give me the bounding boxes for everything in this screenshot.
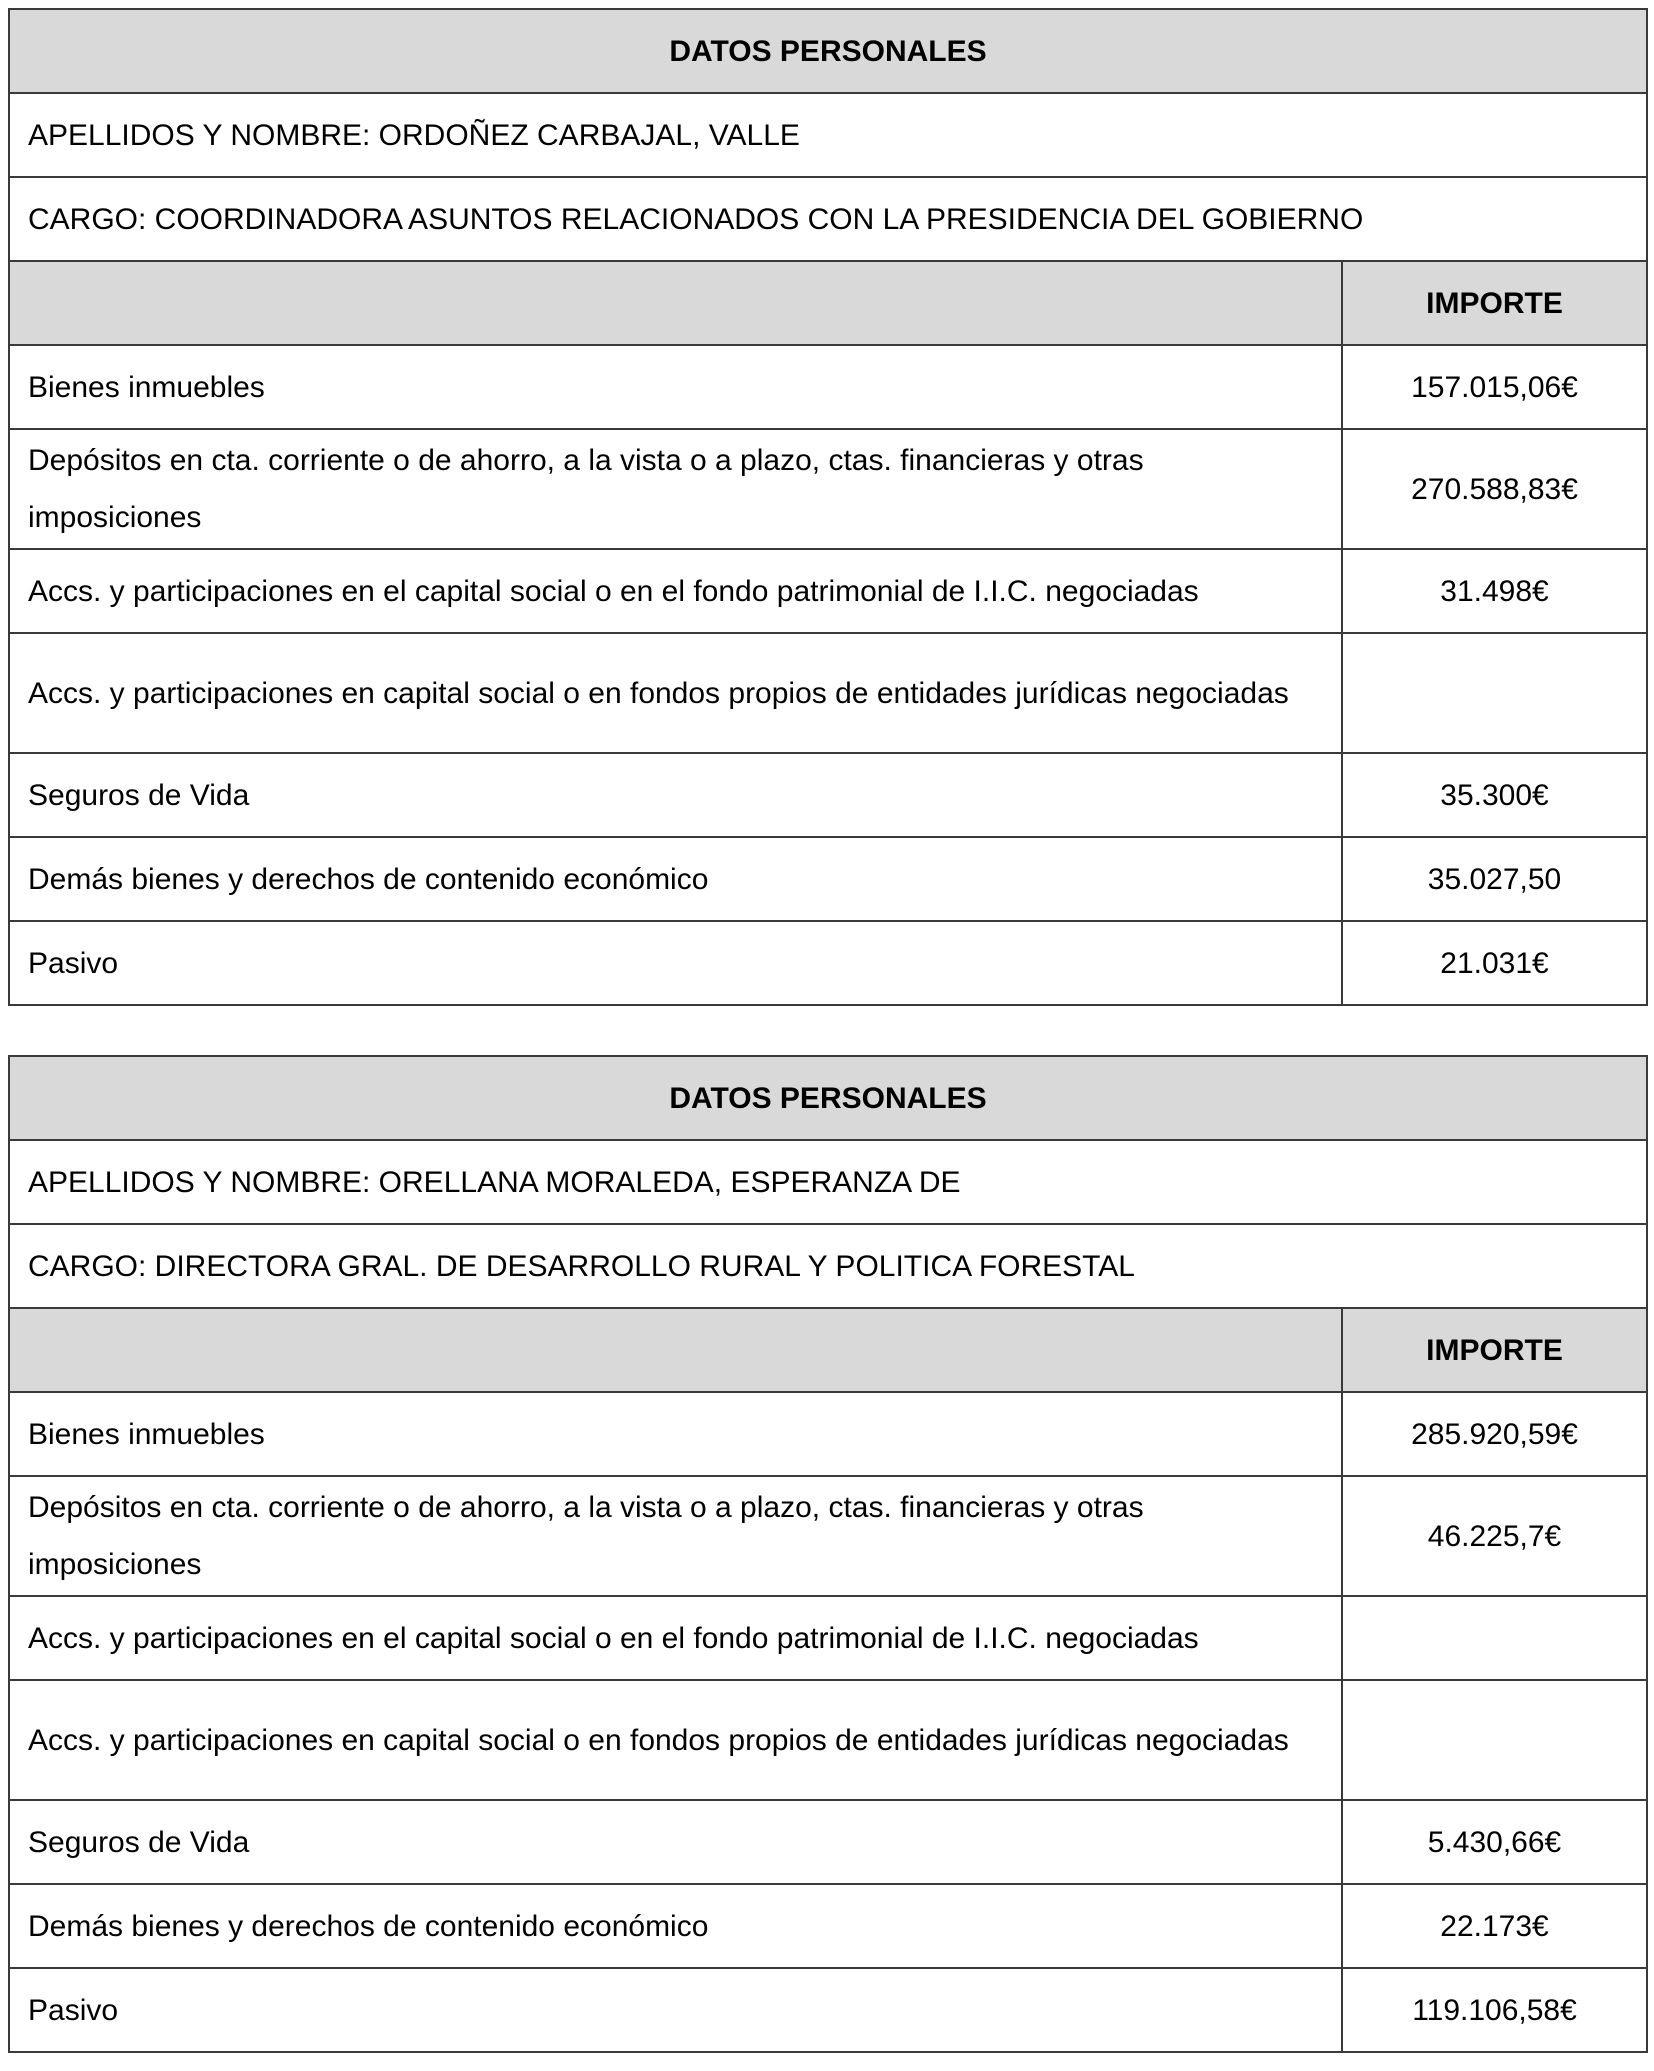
item-amount: 157.015,06€ — [1342, 345, 1647, 429]
label-column-header — [9, 261, 1342, 345]
table-row — [9, 429, 1647, 549]
item-label: Accs. y participaciones en capital social o en fondos propios de entidades jurídicas negociadas — [9, 633, 1342, 753]
item-amount: 31.498€ — [1342, 549, 1647, 633]
asset-declaration-table — [8, 8, 1648, 1006]
table-row — [9, 1392, 1647, 1476]
table-row — [9, 633, 1647, 753]
table-row — [9, 921, 1647, 1005]
item-label: Depósitos en cta. corriente o de ahorro, a la vista o a plazo, ctas. financieras y otras imposiciones — [9, 429, 1342, 549]
section-title: DATOS PERSONALES — [9, 9, 1647, 93]
item-amount — [1342, 1680, 1647, 1800]
item-label: Pasivo — [9, 921, 1342, 1005]
item-label: Bienes inmuebles — [9, 1392, 1342, 1476]
asset-declaration-table — [8, 1055, 1648, 2053]
item-amount: 21.031€ — [1342, 921, 1647, 1005]
table-row — [9, 1680, 1647, 1800]
position-line: CARGO: DIRECTORA GRAL. DE DESARROLLO RURAL Y POLITICA FORESTAL — [9, 1224, 1647, 1308]
label-column-header — [9, 1308, 1342, 1392]
table-row — [9, 1800, 1647, 1884]
item-label: Bienes inmuebles — [9, 345, 1342, 429]
item-amount: 5.430,66€ — [1342, 1800, 1647, 1884]
amount-column-header: IMPORTE — [1342, 1308, 1647, 1392]
item-amount — [1342, 1596, 1647, 1680]
item-amount: 35.300€ — [1342, 753, 1647, 837]
table-row — [9, 1884, 1647, 1968]
table-row — [9, 1476, 1647, 1596]
table-row — [9, 549, 1647, 633]
item-label: Pasivo — [9, 1968, 1342, 2052]
table-row — [9, 1968, 1647, 2052]
item-label: Accs. y participaciones en el capital social o en el fondo patrimonial de I.I.C. negociadas — [9, 1596, 1342, 1680]
item-label: Demás bienes y derechos de contenido económico — [9, 837, 1342, 921]
item-amount — [1342, 633, 1647, 753]
item-label: Seguros de Vida — [9, 1800, 1342, 1884]
section-title: DATOS PERSONALES — [9, 1056, 1647, 1140]
table-row — [9, 837, 1647, 921]
table-row — [9, 753, 1647, 837]
amount-column-header: IMPORTE — [1342, 261, 1647, 345]
item-amount: 270.588,83€ — [1342, 429, 1647, 549]
item-label: Seguros de Vida — [9, 753, 1342, 837]
item-amount: 285.920,59€ — [1342, 1392, 1647, 1476]
item-label: Depósitos en cta. corriente o de ahorro, a la vista o a plazo, ctas. financieras y otras imposiciones — [9, 1476, 1342, 1596]
name-line: APELLIDOS Y NOMBRE: ORDOÑEZ CARBAJAL, VALLE — [9, 93, 1647, 177]
item-label: Accs. y participaciones en el capital social o en el fondo patrimonial de I.I.C. negociadas — [9, 549, 1342, 633]
table-row — [9, 1596, 1647, 1680]
position-line: CARGO: COORDINADORA ASUNTOS RELACIONADOS CON LA PRESIDENCIA DEL GOBIERNO — [9, 177, 1647, 261]
item-label: Demás bienes y derechos de contenido económico — [9, 1884, 1342, 1968]
name-line: APELLIDOS Y NOMBRE: ORELLANA MORALEDA, ESPERANZA DE — [9, 1140, 1647, 1224]
item-amount: 35.027,50 — [1342, 837, 1647, 921]
item-amount: 119.106,58€ — [1342, 1968, 1647, 2052]
table-row — [9, 345, 1647, 429]
item-amount: 46.225,7€ — [1342, 1476, 1647, 1596]
item-label: Accs. y participaciones en capital social o en fondos propios de entidades jurídicas negociadas — [9, 1680, 1342, 1800]
item-amount: 22.173€ — [1342, 1884, 1647, 1968]
